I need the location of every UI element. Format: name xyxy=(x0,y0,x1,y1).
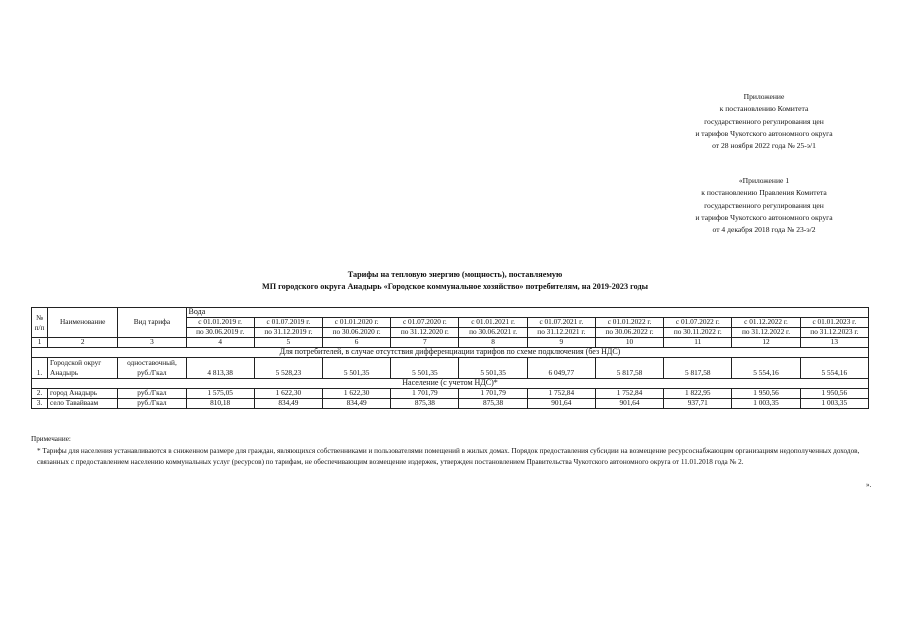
section-row-population xyxy=(32,379,869,389)
period-to: по 31.12.2019 г. xyxy=(254,328,322,338)
tariff-value: 875,38 xyxy=(459,399,527,409)
column-number-row xyxy=(32,338,869,348)
column-number: 9 xyxy=(527,338,595,348)
appendix-line: и тарифов Чукотского автономного округа xyxy=(695,212,833,222)
row-kind: руб./Гкал xyxy=(118,399,186,409)
period-to: по 31.12.2021 г. xyxy=(527,328,595,338)
tariff-value: 810,18 xyxy=(186,399,254,409)
tariff-value: 5 554,16 xyxy=(732,358,800,379)
tariff-value: 1 950,56 xyxy=(732,389,800,399)
appendix-line: «Приложение 1 xyxy=(738,176,790,185)
row-name-line: Анадырь xyxy=(50,368,79,377)
period-to: по 31.12.2020 г. xyxy=(391,328,459,338)
period-from: с 01.07.2021 г. xyxy=(527,318,595,328)
row-name: село Тавайваам xyxy=(48,399,118,409)
period-from: с 01.07.2022 г. xyxy=(664,318,732,328)
note-body xyxy=(37,446,873,467)
column-number: 4 xyxy=(186,338,254,348)
tariff-value: 834,49 xyxy=(254,399,322,409)
column-number: 5 xyxy=(254,338,322,348)
row-kind xyxy=(118,358,186,379)
period-to: по 31.12.2023 г. xyxy=(800,328,868,338)
row-kind-line: руб./Гкал xyxy=(137,368,167,377)
header-kind: Вид тарифа xyxy=(118,308,186,338)
tariff-value: 5 501,35 xyxy=(323,358,391,379)
period-from: с 01.01.2022 г. xyxy=(595,318,663,328)
tariff-value: 1 622,30 xyxy=(254,389,322,399)
tariff-value: 5 501,35 xyxy=(391,358,459,379)
column-number: 13 xyxy=(800,338,868,348)
period-to: по 30.11.2022 г. xyxy=(664,328,732,338)
table-row xyxy=(32,399,869,409)
period-from: с 01.07.2019 г. xyxy=(254,318,322,328)
appendix-header-original xyxy=(676,175,852,236)
tariff-value: 1 822,95 xyxy=(664,389,732,399)
note-label: Примечание: xyxy=(31,435,71,443)
row-number: 1. xyxy=(32,358,48,379)
tariff-value: 1 622,30 xyxy=(323,389,391,399)
tariff-value: 1 701,79 xyxy=(391,389,459,399)
tariff-table xyxy=(31,307,869,409)
column-number: 11 xyxy=(664,338,732,348)
period-to: по 31.12.2022 г. xyxy=(732,328,800,338)
period-from: с 01.12.2022 г. xyxy=(732,318,800,328)
appendix-line: от 28 ноября 2022 года № 25-э/1 xyxy=(712,141,816,151)
appendix-line: государственного регулирования цен xyxy=(704,200,824,210)
appendix-header-current xyxy=(676,91,852,152)
header-num: № п/п xyxy=(32,308,48,338)
header-group-water: Вода xyxy=(186,308,868,318)
tariff-value: 1 003,35 xyxy=(800,399,868,409)
tariff-value: 4 813,38 xyxy=(186,358,254,379)
column-number: 10 xyxy=(595,338,663,348)
row-name-line: Городской округ xyxy=(50,358,102,367)
tariff-value: 875,38 xyxy=(391,399,459,409)
period-from: с 01.07.2020 г. xyxy=(391,318,459,328)
appendix-line: к постановлению Комитета xyxy=(719,104,809,114)
section-heading: Для потребителей, в случае отсутствия дифференциации тарифов по схеме подключения (без НДС) xyxy=(32,348,869,358)
tariff-value: 901,64 xyxy=(527,399,595,409)
tariff-value: 5 817,58 xyxy=(664,358,732,379)
tariff-value: 937,71 xyxy=(664,399,732,409)
column-number: 2 xyxy=(48,338,118,348)
title-line-2: МП городского округа Анадырь «Городское коммунальное хозяйство» потребителям, на 2019-2023 годы xyxy=(261,282,649,291)
period-from: с 01.01.2020 г. xyxy=(323,318,391,328)
row-number: 3. xyxy=(32,399,48,409)
row-name: город Анадырь xyxy=(48,389,118,399)
tariff-value: 5 528,23 xyxy=(254,358,322,379)
tariff-value: 1 575,05 xyxy=(186,389,254,399)
title-line-1: Тарифы на тепловую энергию (мощность), поставляемую xyxy=(347,270,563,279)
appendix-line: к постановлению Правления Комитета xyxy=(701,188,827,198)
tariff-value: 1 950,56 xyxy=(800,389,868,399)
row-kind: руб./Гкал xyxy=(118,389,186,399)
tariff-value: 1 752,84 xyxy=(595,389,663,399)
column-number: 7 xyxy=(391,338,459,348)
header-name: Наименование xyxy=(48,308,118,338)
period-from: с 01.01.2019 г. xyxy=(186,318,254,328)
appendix-line: и тарифов Чукотского автономного округа xyxy=(695,128,833,138)
tariff-value: 6 049,77 xyxy=(527,358,595,379)
header-row-group xyxy=(32,308,869,318)
section-heading: Население (с учетом НДС)* xyxy=(32,379,869,389)
period-to: по 30.06.2022 г. xyxy=(595,328,663,338)
tariff-value: 5 501,35 xyxy=(459,358,527,379)
row-name xyxy=(48,358,118,379)
tariff-value: 5 817,58 xyxy=(595,358,663,379)
tariff-value: 834,49 xyxy=(323,399,391,409)
document-title xyxy=(40,269,870,293)
column-number: 8 xyxy=(459,338,527,348)
section-row-consumers xyxy=(32,348,869,358)
tariff-value: 1 752,84 xyxy=(527,389,595,399)
column-number: 3 xyxy=(118,338,186,348)
column-number: 1 xyxy=(32,338,48,348)
tariff-value: 5 554,16 xyxy=(800,358,868,379)
tariff-value: 1 701,79 xyxy=(459,389,527,399)
period-from: с 01.01.2021 г. xyxy=(459,318,527,328)
table-row xyxy=(32,358,869,379)
footnote-star: * xyxy=(37,447,41,455)
column-number: 6 xyxy=(323,338,391,348)
period-to: по 30.06.2020 г. xyxy=(323,328,391,338)
closing-quote-mark: ». xyxy=(866,481,872,489)
period-to: по 30.06.2019 г. xyxy=(186,328,254,338)
row-kind-line: одноставочный, xyxy=(127,358,177,367)
column-number: 12 xyxy=(732,338,800,348)
appendix-line: государственного регулирования цен xyxy=(704,116,824,126)
appendix-line: от 4 декабря 2018 года № 23-э/2 xyxy=(712,225,816,235)
appendix-line: Приложение xyxy=(743,92,785,101)
tariff-value: 1 003,35 xyxy=(732,399,800,409)
period-to: по 30.06.2021 г. xyxy=(459,328,527,338)
row-number: 2. xyxy=(32,389,48,399)
footnote-text: Тарифы для населения устанавливаются в сниженном размере для граждан, являющихся собственниками и пользователями помещений в жилых домах. Порядок предоставления субсидии на возмещение ресурсоснабжающим организациям недополученных доходов, связанных с предоставлением населению коммунальных услуг (ресурсов) по тарифам, не обеспечивающим возмещение издержек, утвержден постановлением Правительства Чукотского автономного округа от 11.01.2018 года № 2. xyxy=(37,447,860,466)
period-from: с 01.01.2023 г. xyxy=(800,318,868,328)
tariff-value: 901,64 xyxy=(595,399,663,409)
table-row xyxy=(32,389,869,399)
